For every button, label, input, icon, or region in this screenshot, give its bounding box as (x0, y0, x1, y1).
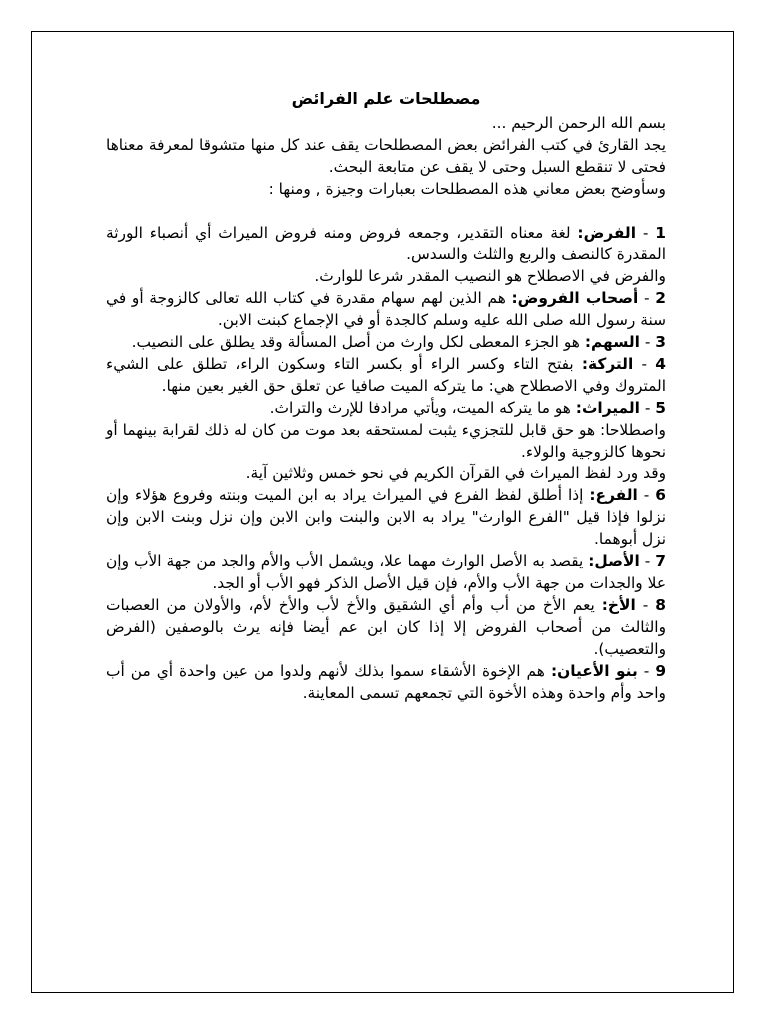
term-entry (106, 551, 666, 595)
term-definition: بفتح التاء وكسر الراء أو بكسر التاء وسكون الراء، تطلق على الشيء المتروك وفي الاصطلاح هي: ما يتركه الميت صافيا عن تعلق حق الغير بعين منها. (106, 354, 666, 395)
term-extra-line: واصطلاحا: هو حق قابل للتجزيء يثبت لمستحقه بعد موت من كان له ذلك لقرابة بينهما أو نحوها كالزوجية والولاء. (106, 420, 666, 461)
term-dash: - (637, 486, 656, 505)
term-definition: يقصد به الأصل الوارث مهما علا، ويشمل الأب والأم والجد من جهة الأب وإن علا والجدات من جهة الأب والأم، فإن قيل الأصل الذكر فهو الأب أو الجد. (106, 552, 666, 593)
term-label: الفرع: (589, 486, 638, 505)
document-body (106, 88, 666, 704)
term-number: 5 (655, 398, 666, 417)
term-dash: - (639, 333, 656, 352)
term-label: الأخ: (601, 595, 636, 614)
term-entry (106, 661, 666, 705)
term-dash: - (636, 223, 656, 242)
term-dash: - (638, 289, 656, 308)
term-definition: إذا أطلق لفظ الفرع في الميراث يراد به ابن الميت وبنته وفروع هؤلاء وإن نزلوا فإذا قيل "الفرع الوارث" يراد به الابن والبنت وابن الابن وإن نزل وبنت الابن وإن نزل أبوهما. (106, 486, 666, 549)
term-number: 9 (655, 661, 667, 680)
term-extra-line: والفرض في الاصطلاح هو النصيب المقدر شرعا للوارث. (314, 267, 666, 286)
term-label: الميراث: (575, 398, 640, 417)
term-definition: هم الذين لهم سهام مقدرة في كتاب الله تعالى كالزوجة أو في سنة رسول الله صلى الله عليه وسلم كالجدة أو في الإجماع كبنت الابن. (106, 289, 666, 330)
term-extra-line: وقد ورد لفظ الميراث في القرآن الكريم في نحو خمس وثلاثين آية. (245, 464, 666, 483)
term-definition: هم الإخوة الأشقاء سموا بذلك لأنهم ولدوا من عين واحدة أي من أب واحد وأم واحدة وهذه الأخوة التي تجمعهم تسمى المعاينة. (106, 661, 666, 702)
term-dash: - (639, 552, 656, 571)
term-number: 6 (655, 486, 666, 505)
term-dash: - (635, 595, 656, 614)
term-entry (106, 595, 666, 661)
term-number: 3 (655, 333, 666, 352)
term-entry (106, 288, 666, 332)
document-title: مصطلحات علم الفرائض (291, 89, 481, 108)
term-entry (106, 223, 666, 267)
term-number: 7 (655, 552, 667, 571)
term-definition: يعم الأخ من أب وأم أي الشقيق والأخ لأب والأخ لأم، والأولان من العصبات والثالث من أصحاب الفروض إلا إذا كان ابن عم أيضا فإنه يرث بالوصفين (الفرض والتعصيب). (106, 595, 666, 658)
term-definition: هو الجزء المعطى لكل وارث من أصل المسألة وقد يطلق على النصيب. (131, 333, 585, 352)
term-number: 2 (655, 289, 666, 308)
terms-list (106, 223, 666, 705)
term-dash: - (639, 398, 656, 417)
intro-paragraph: يجد القارئ في كتب الفرائض بعض المصطلحات يقف عند كل منها متشوقا لمعرفة معناها فحتى لا تنقطع السبل وحتى لا يقف عن متابعة البحث. (106, 135, 666, 176)
term-label: الفرض: (577, 223, 636, 242)
term-entry (106, 485, 666, 551)
term-number: 8 (655, 595, 666, 614)
term-label: بنو الأعيان: (550, 661, 638, 680)
term-dash: - (637, 661, 656, 680)
term-entry (106, 332, 666, 354)
intro-basmala: بسم الله الرحمن الرحيم ... (491, 114, 666, 132)
term-label: الأصل: (588, 552, 640, 571)
spacer (106, 201, 666, 223)
term-label: السهم: (584, 333, 640, 352)
term-definition: لغة معناه التقدير، وجمعه فروض ومنه فروض الميراث أي أنصباء الورثة المقدرة كالنصف والربع والثلث والسدس. (106, 223, 666, 264)
term-definition: هو ما يتركه الميت، ويأتي مرادفا للإرث والتراث. (269, 398, 576, 417)
term-label: أصحاب الفروض: (511, 289, 639, 308)
term-dash: - (633, 354, 656, 373)
term-entry (106, 398, 666, 420)
term-entry (106, 354, 666, 398)
term-number: 1 (655, 223, 666, 242)
term-number: 4 (655, 354, 666, 373)
intro-lead: وسأوضح بعض معاني هذه المصطلحات بعبارات وجيزة , ومنها : (268, 179, 666, 198)
term-label: التركة: (581, 354, 634, 373)
